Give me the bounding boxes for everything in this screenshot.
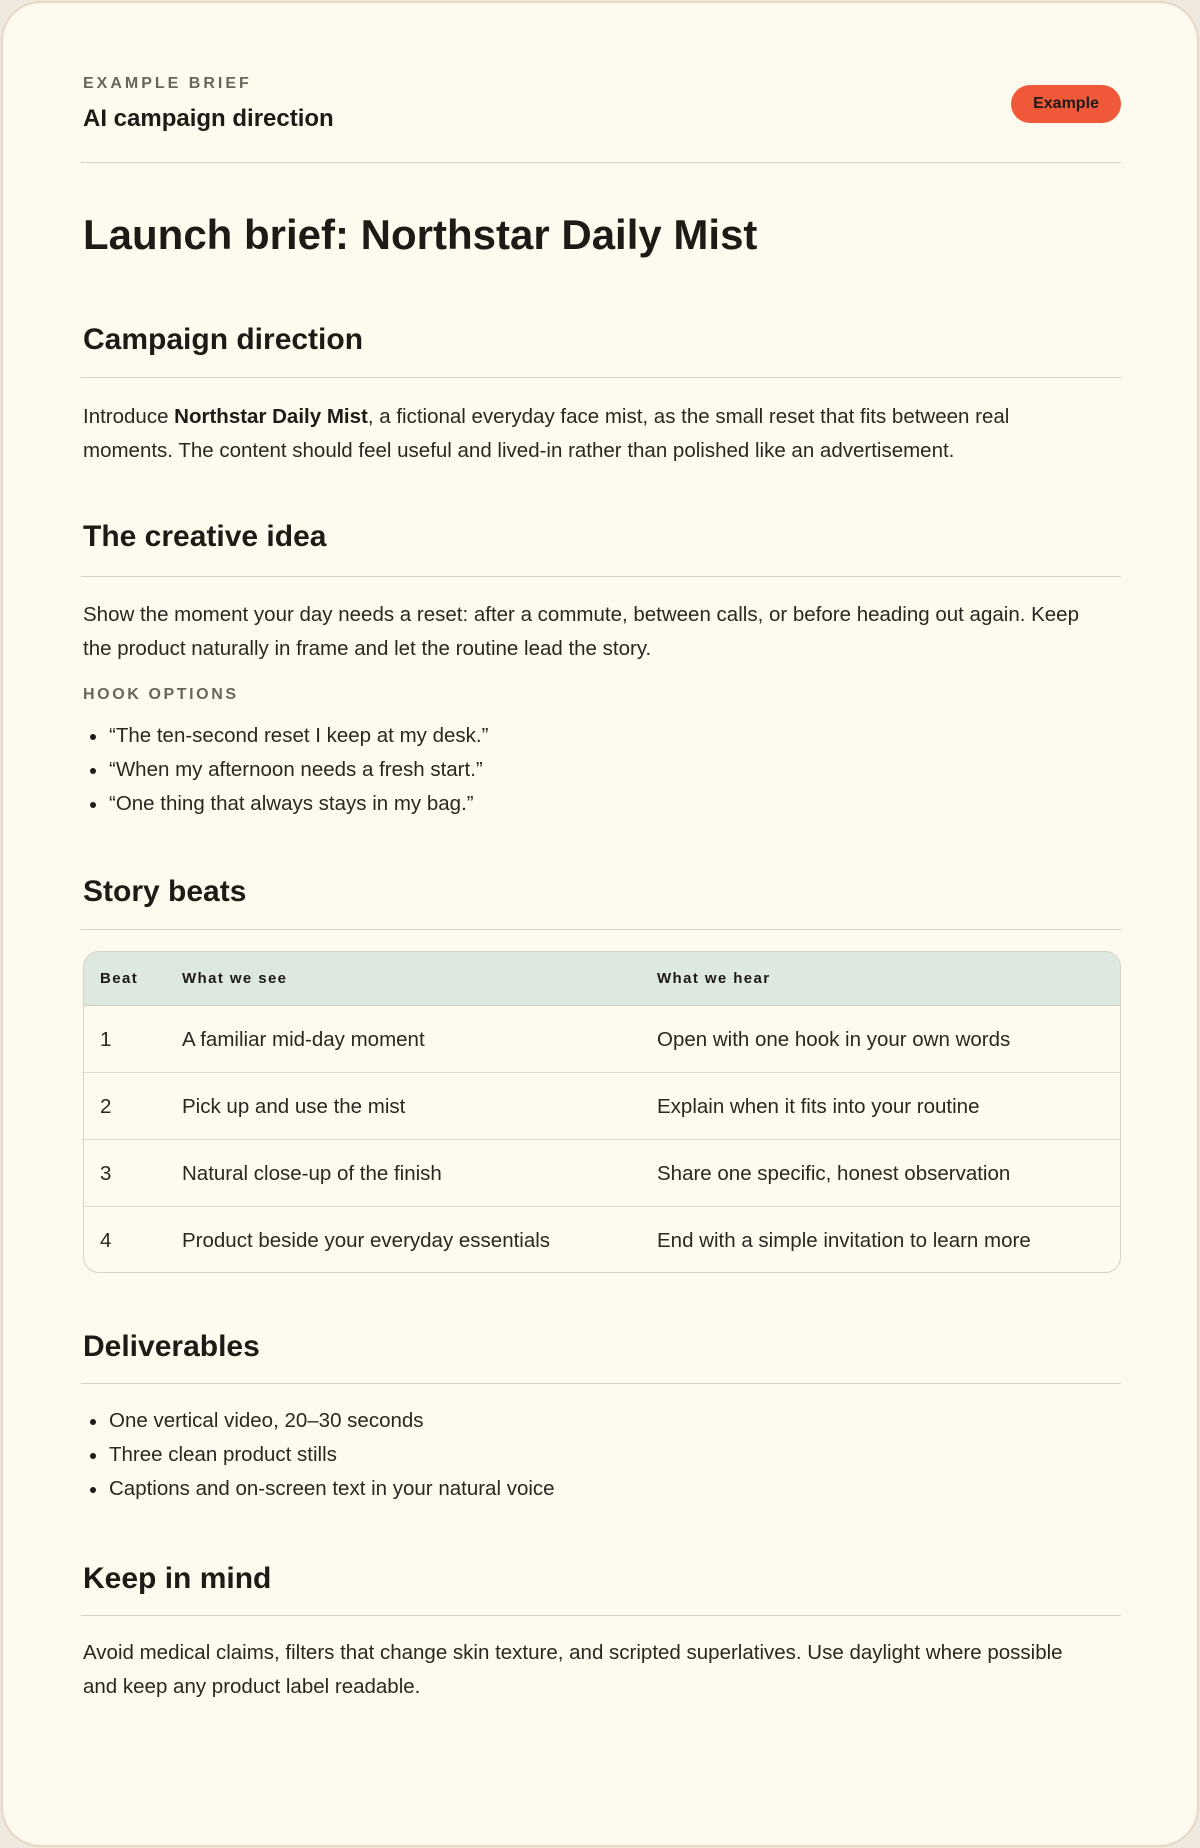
keep-in-mind-text <box>83 1636 1123 1704</box>
hook-text: “The ten-second reset I keep at my desk.” <box>109 724 489 747</box>
creative-line-1: Show the moment your day needs a reset: after a commute, between calls, or before heading out again. Keep <box>83 603 1079 626</box>
table-row <box>84 1073 1120 1140</box>
list-item <box>109 1438 555 1472</box>
beat-number: 2 <box>100 1095 112 1118</box>
bullet-icon <box>90 1453 96 1459</box>
beat-number: 4 <box>100 1229 112 1252</box>
section-story-beats <box>81 858 1121 930</box>
product-name: Northstar Daily Mist <box>174 405 368 428</box>
column-header-hear: What we hear <box>657 970 771 987</box>
section-heading: Keep in mind <box>83 1562 272 1595</box>
deliverable-text: Captions and on-screen text in your natural voice <box>109 1477 555 1500</box>
what-we-hear: End with a simple invitation to learn more <box>657 1229 1031 1252</box>
list-item <box>109 1472 555 1506</box>
brief-header <box>81 3 1121 163</box>
beat-number: 3 <box>100 1162 112 1185</box>
table-row <box>84 1207 1120 1273</box>
brief-card <box>1 1 1199 1847</box>
page-title: Launch brief: Northstar Daily Mist <box>83 211 758 258</box>
brief-content <box>81 3 1121 1698</box>
beat-number: 1 <box>100 1028 112 1051</box>
what-we-hear: Open with one hook in your own words <box>657 1028 1011 1051</box>
list-item <box>109 719 488 753</box>
section-creative-idea <box>81 503 1121 577</box>
creative-line-2: the product naturally in frame and let the routine lead the story. <box>83 637 652 660</box>
column-header-beat: Beat <box>100 970 139 987</box>
intro-rest: , a fictional everyday face mist, as the small reset that fits between real <box>367 405 1010 428</box>
bullet-icon <box>90 734 96 740</box>
section-heading: Deliverables <box>83 1330 260 1363</box>
hook-options-label: HOOK OPTIONS <box>83 686 239 703</box>
deliverable-text: Three clean product stills <box>109 1443 337 1466</box>
creative-idea-text <box>83 598 1123 666</box>
bullet-icon <box>90 1487 96 1493</box>
what-we-see: Product beside your everyday essentials <box>182 1229 551 1252</box>
table-header <box>84 952 1120 1006</box>
hook-text: “When my afternoon needs a fresh start.” <box>109 758 483 781</box>
section-heading: Story beats <box>83 875 247 908</box>
keep-line-2: and keep any product label readable. <box>83 1675 421 1698</box>
deliverables-list <box>109 1404 555 1506</box>
what-we-hear: Explain when it fits into your routine <box>657 1095 980 1118</box>
intro-line-2: moments. The content should feel useful and lived-in rather than polished like an advertisement. <box>83 439 955 462</box>
example-badge: Example <box>1011 85 1121 123</box>
bullet-icon <box>90 802 96 808</box>
campaign-direction-text <box>83 400 1123 468</box>
brief-title: AI campaign direction <box>83 105 334 132</box>
table-row <box>84 1140 1120 1207</box>
what-we-hear: Share one specific, honest observation <box>657 1162 1011 1185</box>
keep-line-1: Avoid medical claims, filters that change skin texture, and scripted superlatives. Use daylight where possible <box>83 1641 1063 1664</box>
list-item <box>109 753 488 787</box>
what-we-see: Natural close-up of the finish <box>182 1162 442 1185</box>
section-heading: The creative idea <box>83 520 327 553</box>
hook-list <box>109 719 488 821</box>
eyebrow-label: EXAMPLE BRIEF <box>83 75 252 92</box>
deliverable-text: One vertical video, 20–30 seconds <box>109 1409 424 1432</box>
section-deliverables <box>81 1313 1121 1384</box>
bullet-icon <box>90 768 96 774</box>
section-heading: Campaign direction <box>83 323 364 356</box>
story-beats-table <box>83 951 1121 1273</box>
table-row <box>84 1006 1120 1073</box>
what-we-see: Pick up and use the mist <box>182 1095 406 1118</box>
what-we-see: A familiar mid-day moment <box>182 1028 425 1051</box>
section-keep-in-mind <box>81 1545 1121 1616</box>
list-item <box>109 787 488 821</box>
column-header-see: What we see <box>182 970 288 987</box>
bullet-icon <box>90 1419 96 1425</box>
hook-text: “One thing that always stays in my bag.” <box>109 792 474 815</box>
section-campaign-direction <box>81 303 1121 378</box>
list-item <box>109 1404 555 1438</box>
intro-prefix: Introduce <box>83 405 175 428</box>
